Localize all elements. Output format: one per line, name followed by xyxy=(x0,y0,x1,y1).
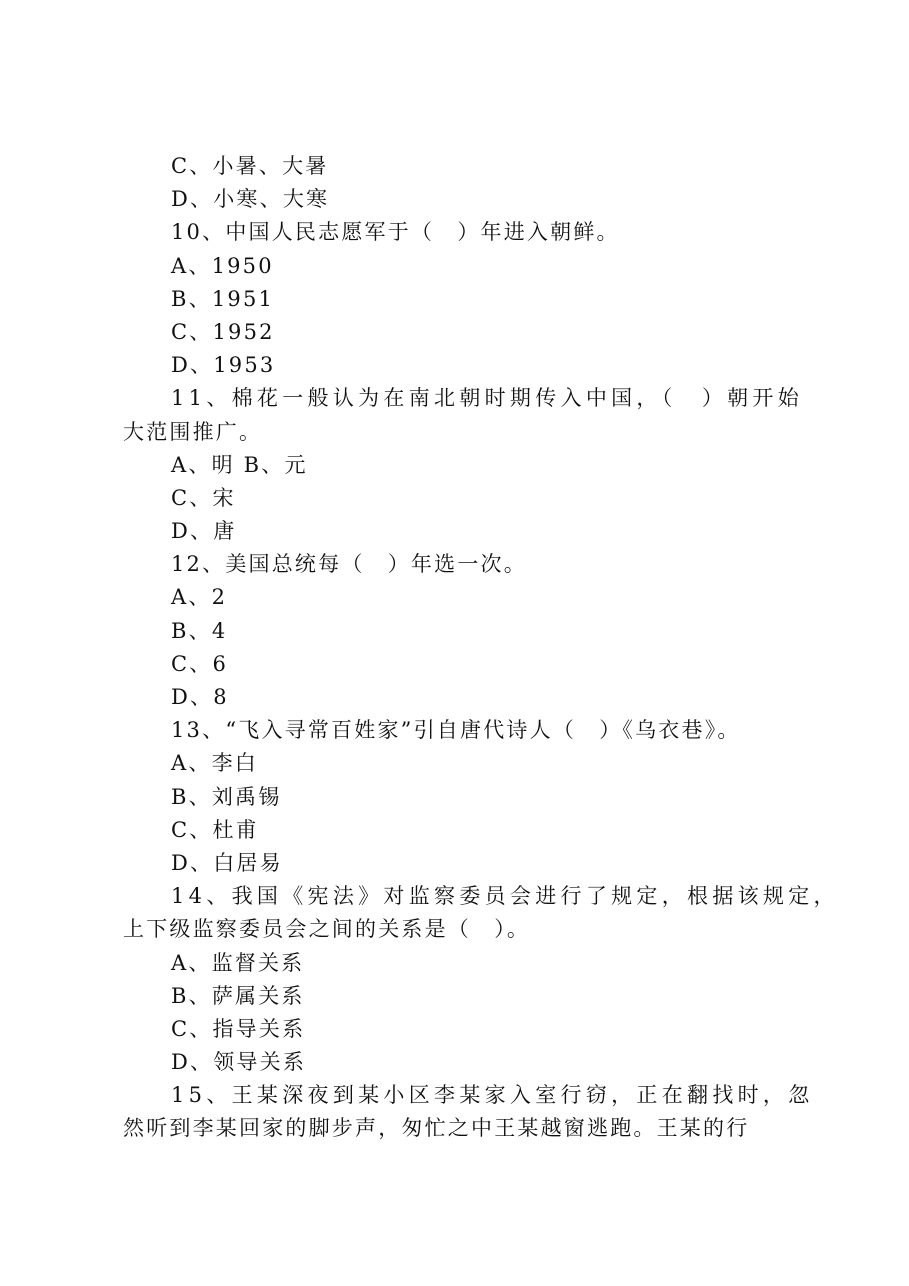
question-11-continued: 大范围推广。 xyxy=(123,419,263,444)
option-10d: D、1953 xyxy=(171,353,276,378)
option-12b: B、4 xyxy=(171,618,228,643)
option-14b: B、萨属关系 xyxy=(171,983,305,1008)
option-11d: D、唐 xyxy=(171,519,237,544)
option-12a: A、2 xyxy=(171,585,228,610)
question-14: 14、我国《宪法》对监察委员会进行了规定，根据该规定， xyxy=(171,884,839,909)
document-body xyxy=(123,150,839,1146)
question-15: 15、王某深夜到某小区李某家入室行窃，正在翻找时，忽 xyxy=(171,1083,814,1108)
option-14d: D、领导关系 xyxy=(171,1050,307,1075)
option-13d: D、白居易 xyxy=(171,850,283,875)
option-11c: C、宋 xyxy=(171,485,236,510)
option-10c: C、1952 xyxy=(171,319,275,344)
question-13: 13、“飞入寻常百姓家”引自唐代诗人（ ）《乌衣巷》。 xyxy=(171,718,741,743)
option-12c: C、6 xyxy=(171,651,229,676)
option-12d: D、8 xyxy=(171,685,229,709)
question-14-continued: 上下级监察委员会之间的关系是（ ）。 xyxy=(123,917,531,942)
option-9d: D、小寒、大寒 xyxy=(171,187,330,212)
option-14c: C、指导关系 xyxy=(171,1016,306,1041)
question-11: 11、棉花一般认为在南北朝时期传入中国，（ ）朝开始 xyxy=(171,386,804,411)
question-12: 12、美国总统每（ ）年选一次。 xyxy=(171,552,527,577)
option-13b: B、刘禹锡 xyxy=(171,784,282,809)
question-15-continued: 然听到李某回家的脚步声，匆忙之中王某越窗逃跑。王某的行 xyxy=(123,1116,750,1141)
option-10a: A、1950 xyxy=(171,253,274,278)
option-9c: C、小暑、大暑 xyxy=(171,154,329,178)
option-11ab: A、明 B、元 xyxy=(171,452,308,477)
option-13c: C、杜甫 xyxy=(171,817,259,842)
option-10b: B、1951 xyxy=(171,286,275,311)
option-14a: A、监督关系 xyxy=(171,950,305,975)
question-10: 10、中国人民志愿军于（ ）年进入朝鲜。 xyxy=(171,220,620,245)
option-13a: A、李白 xyxy=(171,751,258,776)
